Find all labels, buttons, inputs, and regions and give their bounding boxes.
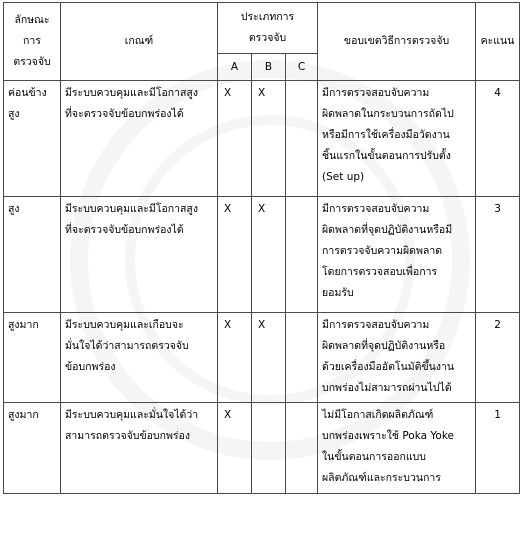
criteria-cell: มีระบบควบคุมและเกือบจะ มั่นใจได้ว่าสามารถตรวจจับ ข้อบกพร่อง: [61, 313, 218, 403]
type-a-cell: X: [218, 81, 252, 197]
table-row: [4, 313, 520, 403]
type-b-cell: X: [252, 81, 286, 197]
detection-rating-table: [3, 2, 520, 494]
header-row: [4, 3, 520, 54]
scope-cell: มีการตรวจสอบจับความ ผิดพลาดที่จุดปฏิบัติงานหรือมี การตรวจจับความผิดพลาด โดยการตรวจสอบเพื่อการ ยอมรับ: [318, 197, 476, 313]
header-inspection-type: ประเภทการ ตรวจจับ: [218, 3, 318, 54]
score-cell: 2: [476, 313, 520, 403]
type-c-cell: [286, 313, 318, 403]
type-c-cell: [286, 81, 318, 197]
header-detection-scope: ขอบเขตวิธีการตรวจจับ: [318, 3, 476, 81]
type-c-cell: [286, 403, 318, 494]
scope-cell: มีการตรวจสอบจับความ ผิดพลาดที่จุดปฏิบัติงานหรือ ด้วยเครื่องมืออัตโนมัติขึ้นงาน บกพร่องไม่สามารถผ่านไปได้: [318, 313, 476, 403]
header-sub-a: A: [218, 54, 252, 81]
type-c-cell: [286, 197, 318, 313]
type-b-cell: [252, 403, 286, 494]
header-detection-type: ลักษณะ การ ตรวจจับ: [4, 3, 61, 81]
score-cell: 4: [476, 81, 520, 197]
scope-cell: มีการตรวจสอบจับความ ผิดพลาดในกระบวนการถัดไป หรือมีการใช้เครื่องมือวัดงาน ชิ้นแรกในขั้นตอนการปรับตั้ง (Set up): [318, 81, 476, 197]
detection-type-cell: สูงมาก: [4, 313, 61, 403]
criteria-cell: มีระบบควบคุมและมั่นใจได้ว่า สามารถตรวจจับข้อบกพร่อง: [61, 403, 218, 494]
detection-type-cell: ค่อนข้าง สูง: [4, 81, 61, 197]
type-a-cell: X: [218, 403, 252, 494]
type-a-cell: X: [218, 197, 252, 313]
scope-cell: ไม่มีโอกาสเกิดผลิตภัณฑ์ บกพร่องเพราะใช้ Poka Yoke ในขั้นตอนการออกแบบ ผลิตภัณฑ์และกระบวนการ: [318, 403, 476, 494]
type-a-cell: X: [218, 313, 252, 403]
header-criteria: เกณฑ์: [61, 3, 218, 81]
type-b-cell: X: [252, 313, 286, 403]
detection-type-cell: สูงมาก: [4, 403, 61, 494]
score-cell: 1: [476, 403, 520, 494]
table-row: [4, 197, 520, 313]
criteria-cell: มีระบบควบคุมและมีโอกาสสูง ที่จะตรวจจับข้อบกพร่องได้: [61, 81, 218, 197]
score-cell: 3: [476, 197, 520, 313]
header-score: คะแนน: [476, 3, 520, 81]
detection-type-cell: สูง: [4, 197, 61, 313]
header-sub-c: C: [286, 54, 318, 81]
table-row: [4, 403, 520, 494]
criteria-cell: มีระบบควบคุมและมีโอกาสสูง ที่จะตรวจจับข้อบกพร่องได้: [61, 197, 218, 313]
table-row: [4, 81, 520, 197]
type-b-cell: X: [252, 197, 286, 313]
header-sub-b: B: [252, 54, 286, 81]
